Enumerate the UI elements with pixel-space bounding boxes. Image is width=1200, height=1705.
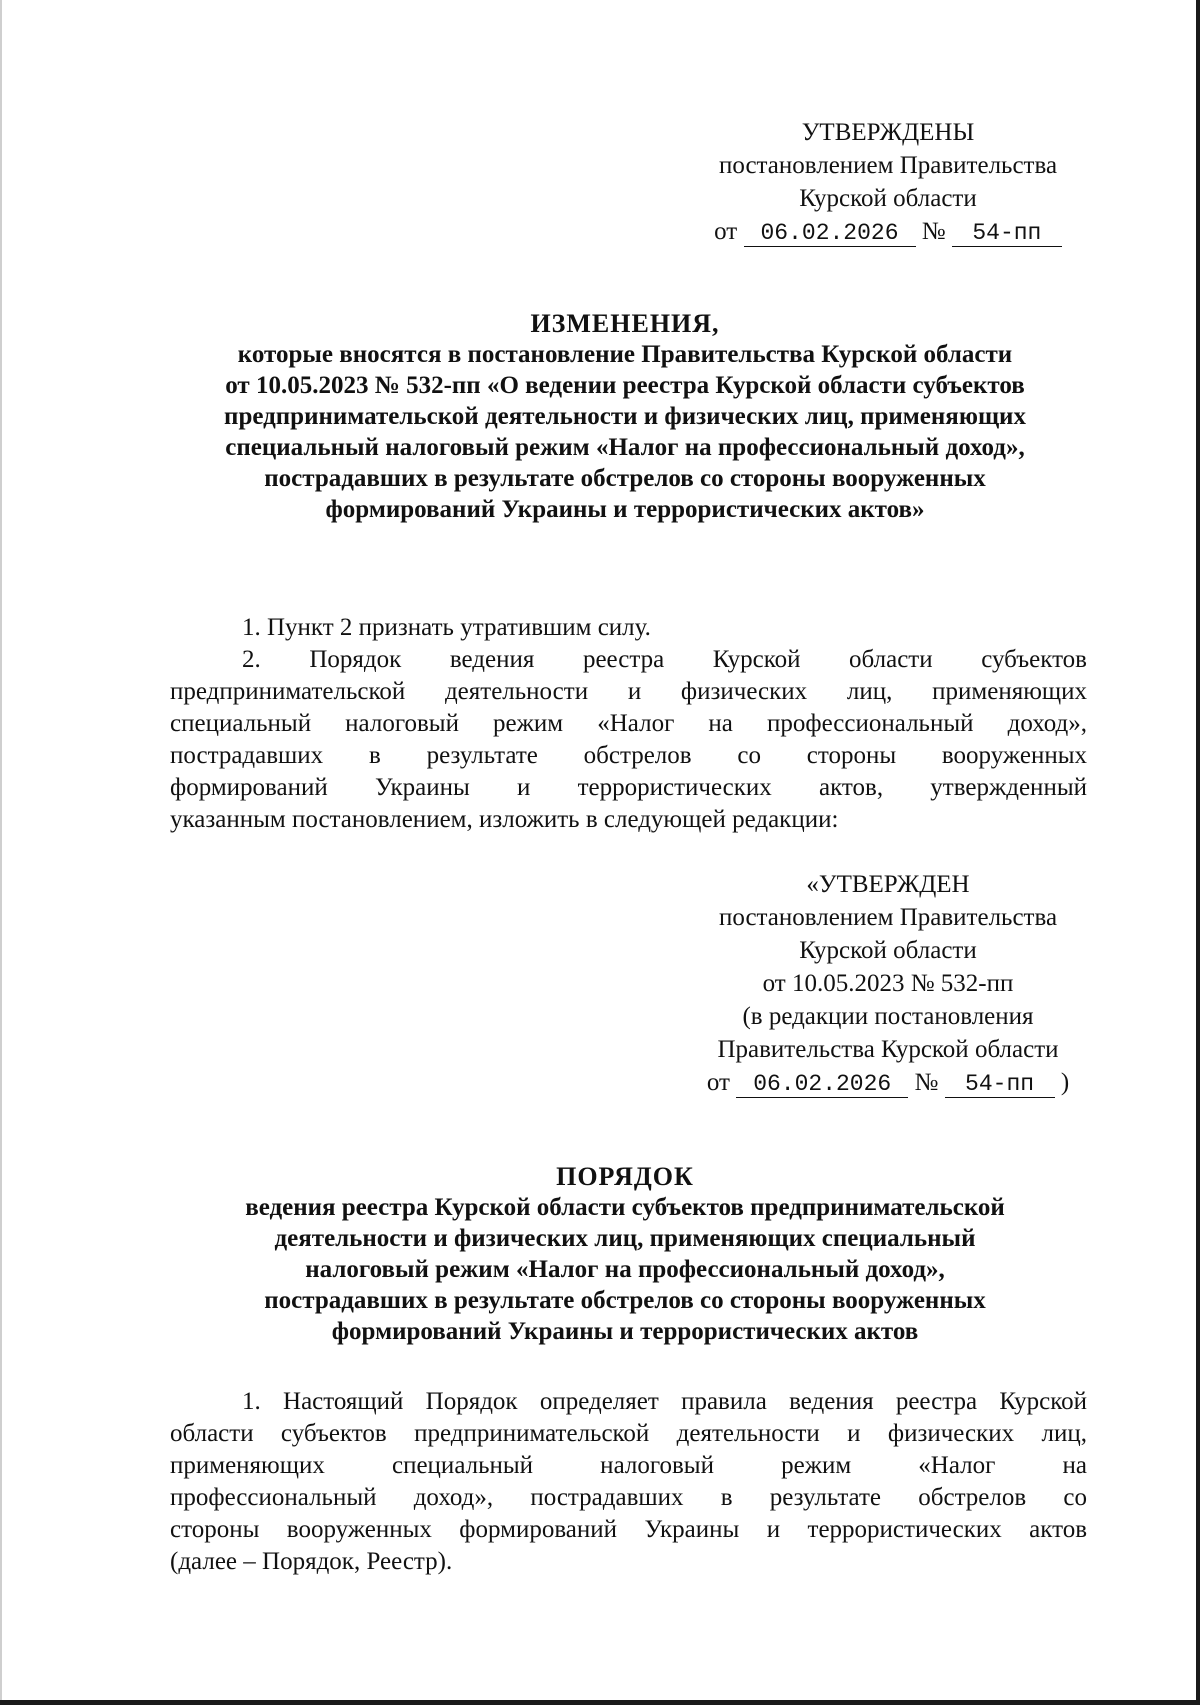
paragraph-line: 2. Порядок ведения реестра Курской области субъектов (242, 646, 1087, 673)
heading-line: специальный налоговый режим «Налог на профессиональный доход», (225, 434, 1025, 461)
paragraph-item-1: 1. Пункт 2 признать утратившим силу. (242, 614, 651, 641)
heading-line: формирований Украины и террористических актов (331, 1318, 919, 1345)
paragraph-line: пострадавших в результате обстрелов со стороны вооруженных (170, 742, 1087, 769)
procedure-text (170, 1386, 1087, 1578)
approval-title: «УТВЕРЖДЕН (806, 871, 970, 898)
paragraph-line: применяющих специальный налоговый режим «Налог на (170, 1452, 1087, 1479)
heading-line: налоговый режим «Налог на профессиональный доход», (305, 1256, 945, 1283)
approval-date-line (688, 215, 1088, 248)
heading-line: пострадавших в результате обстрелов со стороны вооруженных (264, 465, 986, 492)
changes-heading (150, 308, 1100, 525)
number-prefix: № (921, 218, 946, 245)
number-prefix: № (914, 1069, 939, 1096)
approval-line: от 10.05.2023 № 532-пп (762, 970, 1014, 997)
heading-line: от 10.05.2023 № 532-пп «О ведении реестра Курской области субъектов (225, 372, 1025, 399)
heading-line: ведения реестра Курской области субъектов предпринимательской (245, 1194, 1005, 1221)
paragraph-line: профессиональный доход», пострадавших в результате обстрелов со (170, 1484, 1087, 1511)
approval-line: (в редакции постановления (742, 1003, 1034, 1030)
approval-number: 54-пп (952, 220, 1062, 247)
paragraph-line: специальный налоговый режим «Налог на профессиональный доход», (170, 710, 1087, 737)
heading-title: ПОРЯДОК (556, 1162, 694, 1191)
scan-edge-bottom (0, 1700, 1200, 1705)
scan-edge-right (1196, 0, 1200, 1705)
date-prefix: от (714, 218, 738, 245)
paragraph-line: указанным постановлением, изложить в следующей редакции: (170, 806, 839, 833)
paragraph-line: 1. Настоящий Порядок определяет правила ведения реестра Курской (242, 1388, 1087, 1415)
paragraph-line: формирований Украины и террористических актов, утвержденный (170, 774, 1087, 801)
paragraph-line: (далее – Порядок, Реестр). (170, 1548, 453, 1575)
heading-title: ИЗМЕНЕНИЯ, (530, 309, 720, 338)
paragraph-line: предпринимательской деятельности и физических лиц, применяющих (170, 678, 1087, 705)
approval-line: Курской области (799, 937, 977, 964)
heading-line: деятельности и физических лиц, применяющих специальный (274, 1225, 976, 1252)
approval-title: УТВЕРЖДЕНЫ (801, 119, 975, 146)
approval-line: постановлением Правительства (718, 904, 1058, 931)
procedure-heading (150, 1161, 1100, 1347)
approval-date-line (688, 1066, 1088, 1099)
approval-date: 06.02.2026 (736, 1071, 908, 1098)
paragraph-line: области субъектов предпринимательской деятельности и физических лиц, (170, 1420, 1087, 1447)
approval-block-top (688, 116, 1088, 248)
heading-line: предпринимательской деятельности и физических лиц, применяющих (224, 403, 1026, 430)
paragraph-line: стороны вооруженных формирований Украины и террористических актов (170, 1516, 1087, 1543)
heading-line: которые вносятся в постановление Правительства Курской области (237, 341, 1013, 368)
heading-line: пострадавших в результате обстрелов со стороны вооруженных (264, 1287, 986, 1314)
approval-number: 54-пп (945, 1071, 1055, 1098)
approval-line: постановлением Правительства (718, 152, 1058, 179)
approval-date: 06.02.2026 (744, 220, 916, 247)
heading-line: формирований Украины и террористических актов» (325, 496, 925, 523)
approval-line: Курской области (799, 185, 977, 212)
closing-paren: ) (1060, 1069, 1070, 1096)
approval-block-second (688, 868, 1088, 1099)
amendments-text (170, 612, 1087, 836)
date-prefix: от (706, 1069, 730, 1096)
approval-line: Правительства Курской области (717, 1036, 1059, 1063)
scan-edge-left (0, 0, 2, 1705)
